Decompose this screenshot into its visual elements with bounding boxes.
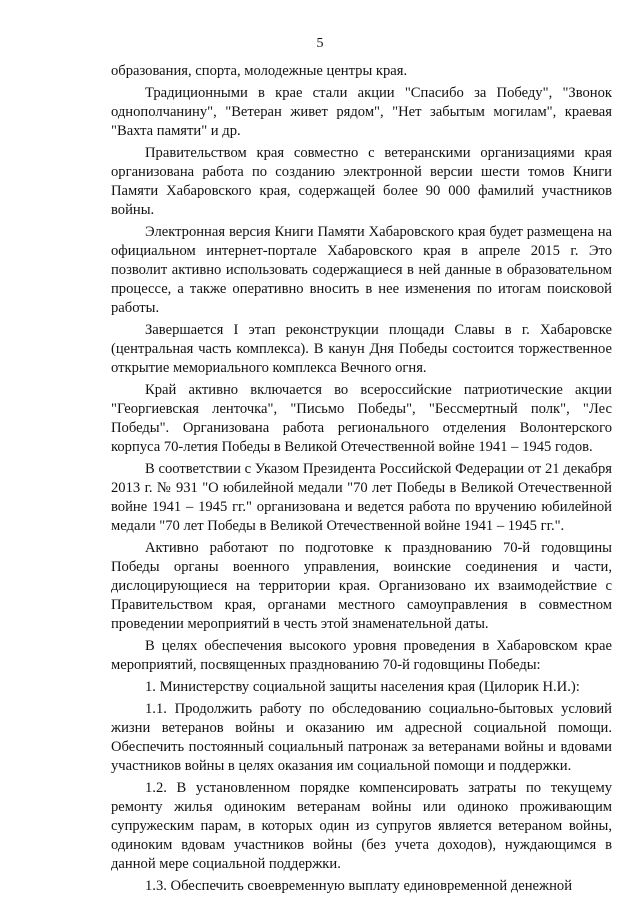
page-number: 5 [316, 36, 324, 51]
paragraph-continuation: образования, спорта, молодежные центры края. [111, 63, 408, 79]
paragraph-item-1-1: 1.1. Продолжить работу по обследованию социально-бытовых условий жизни ветеранов войны и оказанию им адресной социальной помощи. Обеспечить постоянный социальный патронаж за ветеранами войны и вдовами участников войны в целях оказания им социальной помощи и поддержки. [111, 701, 612, 774]
paragraph-internet-portal: Электронная версия Книги Памяти Хабаровского края будет размещена на официальном интернет-портале Хабаровского края в апреле 2015 г. Это позволит активно использовать содержащиеся в ней данные в образовательном процессе, а также оперативно вносить в нее изменения по итогам поисковой работы. [111, 224, 612, 316]
paragraph-item-1-3: 1.3. Обеспечить своевременную выплату единовременной денежной [145, 878, 573, 894]
document-body [111, 62, 612, 899]
paragraph-electronic-book: Правительством края совместно с ветеранскими организациями края организована работа по созданию электронной версии шести томов Книги Памяти Хабаровского края, содержащей более 90 000 фамилий участников войны. [111, 145, 612, 218]
paragraph-military-bodies: Активно работают по подготовке к празднованию 70-й годовщины Победы органы военного управления, воинские соединения и части, дислоцирующиеся на территории края. Организовано их взаимодействие с Правительством края, органами местного самоуправления в совместном проведении мероприятий в честь этой знаменательной даты. [111, 540, 612, 632]
paragraph-presidential-decree: В соответствии с Указом Президента Российской Федерации от 21 декабря 2013 г. № 931 "О юбилейной медали "70 лет Победы в Великой Отечественной войне 1941 – 1945 гг." организована и ведется работа по вручению юбилейной медали "70 лет Победы в Великой Отечественной войне 1941 – 1945 гг.". [111, 461, 612, 534]
paragraph-reconstruction: Завершается I этап реконструкции площади Славы в г. Хабаровске (центральная часть комплекса). В канун Дня Победы состоится торжественное открытие мемориального комплекса Вечного огня. [111, 322, 612, 376]
paragraph-patriotic-actions: Край активно включается во всероссийские патриотические акции "Георгиевская ленточка", "Письмо Победы", "Бессмертный полк", "Лес Победы". Организована работа регионального отделения Волонтерского корпуса 70-летия Победы в Великой Отечественной войне 1941 – 1945 годов. [111, 382, 612, 455]
paragraph-item-1: 1. Министерству социальной защиты населения края (Цилорик Н.И.): [145, 679, 580, 695]
paragraph-purpose: В целях обеспечения высокого уровня проведения в Хабаровском крае мероприятий, посвященных празднованию 70-й годовщины Победы: [111, 638, 612, 673]
paragraph-item-1-2: 1.2. В установленном порядке компенсировать затраты по текущему ремонту жилья одиноким ветеранам войны или одиноко проживающим супружеским парам, в которых один из супругов является ветераном войны, одиноким вдовам участников войны (без учета доходов), нуждающимся в данной мере социальной поддержки. [111, 780, 612, 872]
paragraph-traditional-actions: Традиционными в крае стали акции "Спасибо за Победу", "Звонок однополчанину", "Ветеран живет рядом", "Нет забытым могилам", краевая "Вахта памяти" и др. [111, 85, 612, 139]
